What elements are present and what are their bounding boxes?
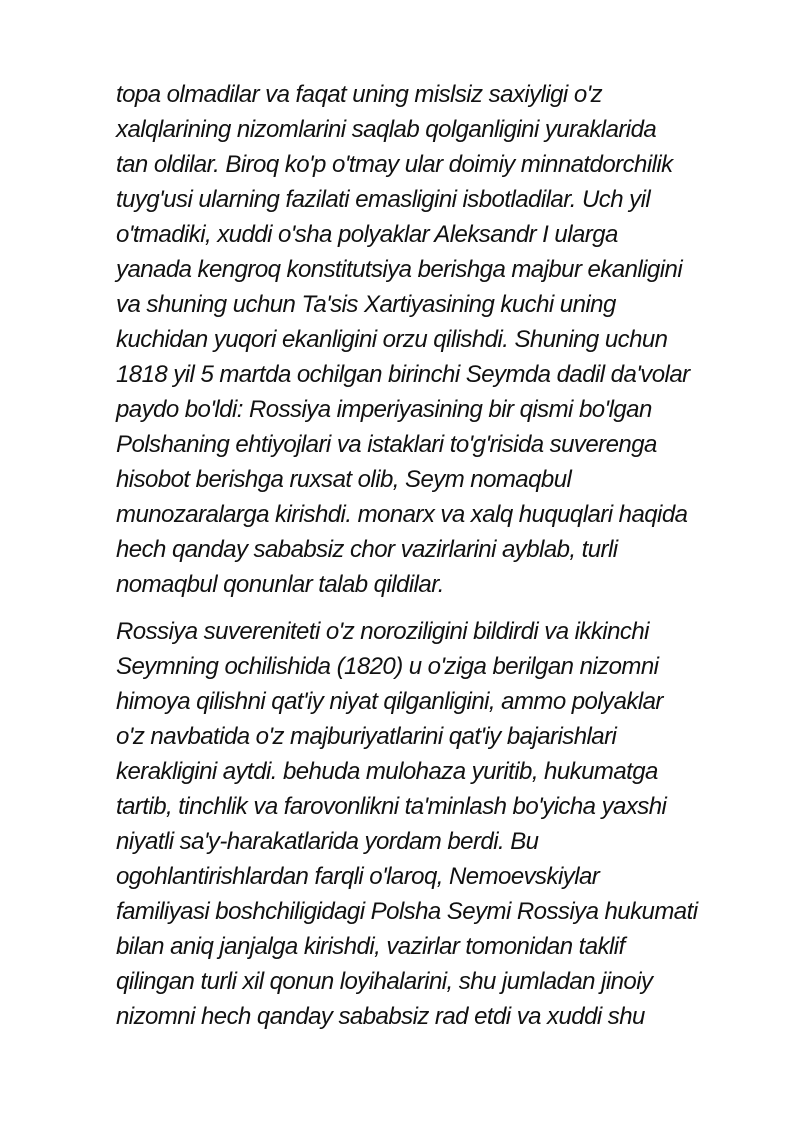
- text-line: 1818 yil 5 martda ochilgan birinchi Seymda dadil da'volar: [116, 361, 690, 388]
- text-line: o'z navbatida o'z majburiyatlarini qat'iy bajarishlari: [116, 723, 617, 750]
- text-line: tan oldilar. Biroq ko'p o'tmay ular doimiy minnatdorchilik: [116, 151, 673, 178]
- paragraph-spacer: [116, 602, 756, 614]
- text-line: va shuning uchun Ta'sis Xartiyasining kuchi uning: [116, 291, 616, 318]
- text-line: paydo bo'ldi: Rossiya imperiyasining bir qismi bo'lgan: [116, 396, 652, 423]
- text-line: qilingan turli xil qonun loyihalarini, shu jumladan jinoiy: [116, 968, 653, 995]
- text-line: Seymning ochilishida (1820) u o'ziga berilgan nizomni: [116, 653, 659, 680]
- text-line: tuyg'usi ularning fazilati emasligini isbotladilar. Uch yil: [116, 186, 651, 213]
- text-line: kuchidan yuqori ekanligini orzu qilishdi. Shuning uchun: [116, 326, 668, 353]
- text-line: familiyasi boshchiligidagi Polsha Seymi Rossiya hukumati: [116, 898, 698, 925]
- text-line: munozaralarga kirishdi. monarx va xalq huquqlari haqida: [116, 501, 688, 528]
- text-line: nomaqbul qonunlar talab qildilar.: [116, 571, 444, 598]
- text-line: yanada kengroq konstitutsiya berishga majbur ekanligini: [116, 256, 683, 283]
- text-line: hech qanday sababsiz chor vazirlarini ayblab, turli: [116, 536, 618, 563]
- text-line: Polshaning ehtiyojlari va istaklari to'g'risida suverenga: [116, 431, 657, 458]
- text-line: bilan aniq janjalga kirishdi, vazirlar tomonidan taklif: [116, 933, 625, 960]
- text-line: Rossiya suvereniteti o'z noroziligini bildirdi va ikkinchi: [116, 618, 649, 645]
- text-line: xalqlarining nizomlarini saqlab qolganligini yuraklarida: [116, 116, 657, 143]
- text-line: hisobot berishga ruxsat olib, Seym nomaqbul: [116, 466, 572, 493]
- text-line: niyatli sa'y-harakatlarida yordam berdi. Bu: [116, 828, 539, 855]
- text-line: ogohlantirishlardan farqli o'laroq, Nemoevskiylar: [116, 863, 600, 890]
- text-line: himoya qilishni qat'iy niyat qilganligini, ammo polyaklar: [116, 688, 663, 715]
- text-line: o'tmadiki, xuddi o'sha polyaklar Aleksandr I ularga: [116, 221, 618, 248]
- body-text: [116, 77, 756, 1034]
- text-line: nizomni hech qanday sababsiz rad etdi va xuddi shu: [116, 1003, 645, 1030]
- paragraph-1: [116, 77, 756, 602]
- text-line: tartib, tinchlik va farovonlikni ta'minlash bo'yicha yaxshi: [116, 793, 667, 820]
- text-line: topa olmadilar va faqat uning mislsiz saxiyligi o'z: [116, 81, 603, 108]
- paragraph-2: [116, 614, 756, 1034]
- text-line: kerakligini aytdi. behuda mulohaza yuritib, hukumatga: [116, 758, 658, 785]
